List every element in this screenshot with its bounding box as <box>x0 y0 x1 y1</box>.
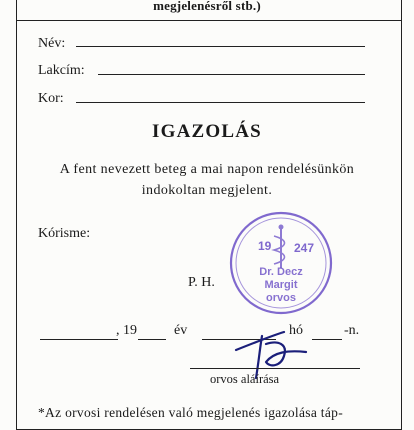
day-suffix: -n. <box>344 323 360 338</box>
year-blank[interactable] <box>138 339 166 340</box>
day-blank[interactable] <box>312 339 342 340</box>
age-line[interactable] <box>76 102 365 103</box>
stamp-text-line-1: Dr. Decz <box>259 266 303 278</box>
age-label: Kor: <box>38 91 64 106</box>
name-line[interactable] <box>76 46 365 47</box>
date-place-blank[interactable] <box>40 339 118 340</box>
name-label: Név: <box>38 36 66 51</box>
header-note: megjelenésről stb.) <box>153 0 261 13</box>
header-divider <box>16 20 402 21</box>
footer-note: *Az orvosi rendelésen való megjelenés igazolása táp- <box>38 405 343 420</box>
diagnosis-label: Kórisme: <box>38 226 91 241</box>
stamp-number: 247 <box>294 241 315 255</box>
year-word: év <box>174 323 188 338</box>
ph-label: P. H. <box>188 275 215 290</box>
statement-line-1: A fent nevezett beteg a mai napon rendelésünkön <box>59 162 355 177</box>
document-title: IGAZOLÁS <box>152 121 262 142</box>
signature-line[interactable] <box>190 368 360 369</box>
year-prefix: , 19 <box>116 323 137 338</box>
month-word: hó <box>289 323 303 338</box>
statement-line-2: indokoltan megjelent. <box>141 183 273 198</box>
stamp-text-line-3: orvos <box>266 292 296 304</box>
doctor-stamp <box>228 210 334 316</box>
stamp-text-line-2: Margit <box>264 279 298 291</box>
address-line[interactable] <box>98 74 365 75</box>
address-label: Lakcím: <box>38 63 85 78</box>
signature-label: orvos aláírása <box>210 372 280 386</box>
stamp-number-prefix: 19 <box>258 239 272 253</box>
caduceus-icon <box>274 225 285 269</box>
